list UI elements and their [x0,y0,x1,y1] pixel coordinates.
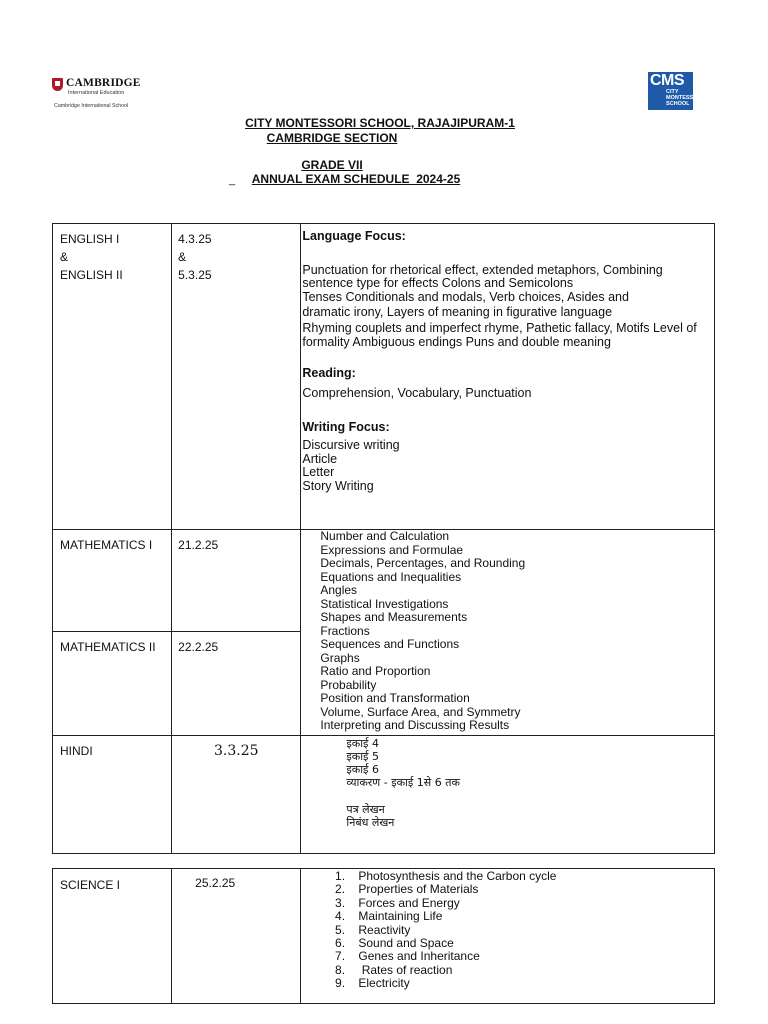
list-item: 1. Photosynthesis and the Carbon cycle [348,870,714,883]
cambridge-logo [52,76,152,110]
english-subject-cell: ENGLISH I & ENGLISH II [53,224,172,530]
table-row [53,869,715,1004]
hindi-topics-cell: इकाई 4 इकाई 5 इकाई 6 व्याकरण - इकाई 1से 6 तक पत्र लेखन निबंध लेखन [301,736,715,854]
hindi-subject-cell: HINDI [53,736,172,854]
list-item: 5. Reactivity [348,924,714,937]
language-focus-heading: Language Focus: [302,229,406,243]
exam-schedule-table [52,223,715,854]
list-item: 9. Electricity [348,977,714,990]
table-row [53,224,715,530]
list-item: 2. Properties of Materials [348,883,714,896]
writing-focus-heading: Writing Focus: [302,420,390,435]
list-item: 7. Genes and Inheritance [348,950,714,963]
list-item: 8. Rates of reaction [348,964,714,977]
cambridge-school-label: Cambridge International School [54,103,129,109]
table-row [53,530,715,632]
list-item: 6. Sound and Space [348,937,714,950]
table-row [53,736,715,854]
cms-logo-text: CITY MONTESSORI SCHOOL [666,89,703,107]
science-date-cell: 25.2.25 [172,869,301,1004]
science-topics-cell [301,869,715,1004]
schedule-title: ANNUAL EXAM SCHEDULE 2024-25 [251,172,461,186]
heading-dash: _ [229,174,236,186]
school-name: CITY MONTESSORI SCHOOL, RAJAJIPURAM-1 [245,116,515,130]
maths1-subject-cell: MATHEMATICS I [53,530,172,632]
hindi-date-cell: 3.3.25 [172,736,301,854]
grade-title: GRADE VII [301,158,363,172]
section-name: CAMBRIDGE SECTION [266,131,398,145]
english-date-cell: 4.3.25 & 5.3.25 [172,224,301,530]
cms-logo [648,72,703,110]
list-item: 3. Forces and Energy [348,897,714,910]
cambridge-wordmark: CAMBRIDGE [66,77,141,89]
maths-topics-cell: Number and Calculation Expressions and Formulae Decimals, Percentages, and Rounding Equations and Inequalities Angles Statistical Investigations Shapes and Measurements Fractions Sequences and Functions Graphs Ratio and Proportion Probability Position and Transformation Volume, Surface Area, and Symmetry Interpreting and Discussing Results [301,530,715,736]
science-subject-cell: SCIENCE I [53,869,172,1004]
science-schedule-table [52,868,715,1004]
maths2-date-cell: 22.2.25 [172,632,301,736]
list-item: 4. Maintaining Life [348,910,714,923]
maths1-date-cell: 21.2.25 [172,530,301,632]
reading-heading: Reading: [302,366,356,381]
cambridge-subtitle: International Education [68,90,125,96]
cms-logo-letters: CMS [650,72,685,89]
maths2-subject-cell: MATHEMATICS II [53,632,172,736]
english-topics-cell: Language Focus: Punctuation for rhetorical effect, extended metaphors, Combining sentence type for effects Colons and Semicolons Tenses Conditionals and modals, Verb choices, Asides and dramatic irony, Layers of meaning in figurative language Rhyming couplets and imperfect rhyme, Pathetic fallacy, Motifs Level of formality Ambiguous endings Puns and double meaning Reading: Comprehension, Vocabulary, Punctuation Writing Focus: Discursive writing Article Letter Story Writing [301,224,715,530]
cambridge-crest-icon [52,78,63,91]
